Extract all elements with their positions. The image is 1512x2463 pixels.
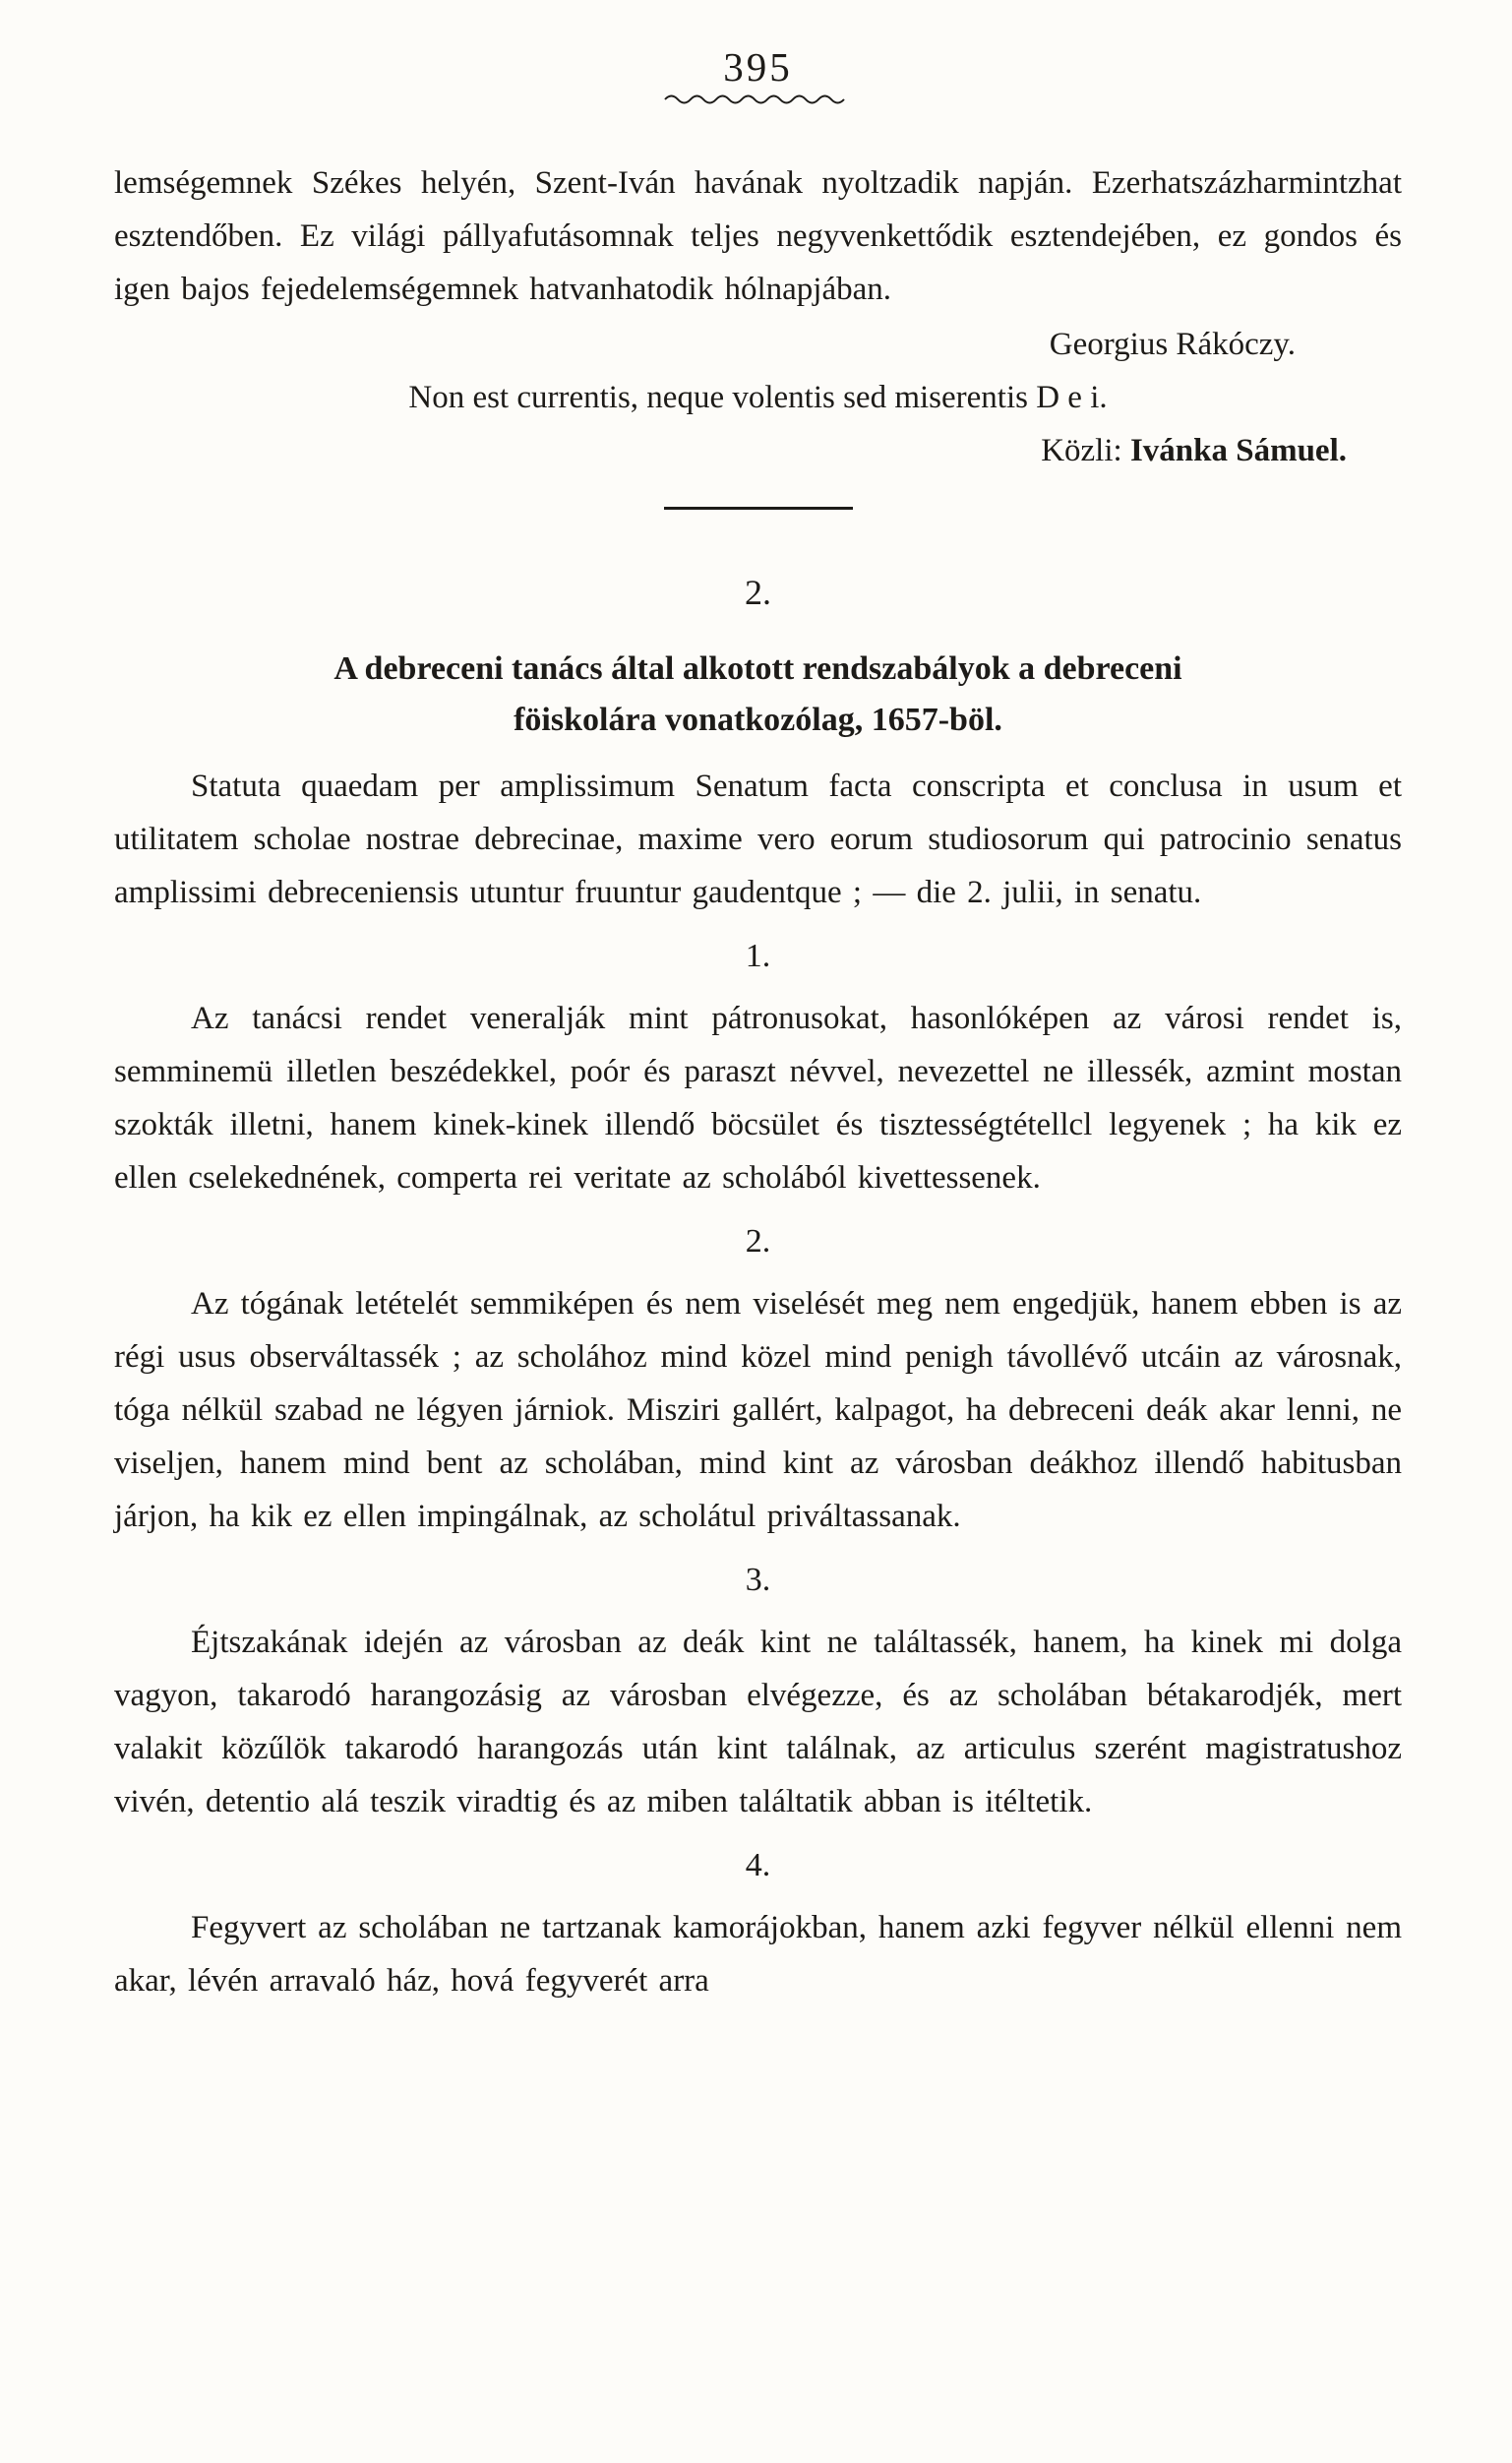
- page-number: 395: [723, 44, 793, 90]
- article-4-number: 4.: [745, 1847, 771, 1884]
- article-3-number: 3.: [745, 1562, 771, 1599]
- motto-line: Non est currentis, neque volentis sed miserentis D e i.: [408, 380, 1108, 416]
- section-number: 2.: [745, 573, 771, 613]
- article-2-number: 2.: [745, 1223, 771, 1261]
- article-1-paragraph: Az tanácsi rendet veneralják mint pátronusokat, hasonlóképen az városi rendet is, semminemü illetlen beszédekkel, poór és paraszt névvel, nevezettel ne illessék, azmint mostan szokták illetni, hanem kinek-kinek illendő böcsület és tisztességtétellcl legyenek ; ha kik ez ellen cselekednének, comperta rei veritate az scholából kivettessenek.: [114, 1001, 1402, 1197]
- closing-paragraph: lemségemnek Székes helyén, Szent-Iván havának nyoltzadik napján. Ezerhatszázharmintzhat esztendőben. Ez világi pállyafutásomnak teljes negyvenkettődik esztendejében, ez gondos és igen bajos fejedelemségemnek hatvanhatodik hólnapjában.: [114, 165, 1402, 308]
- page-header: [114, 45, 1402, 107]
- article-4-paragraph: Fegyvert az scholában ne tartzanak kamorájokban, hanem azki fegyver nélkül ellenni nem akar, lévén arravaló ház, hová fegyverét arra: [114, 1910, 1402, 2000]
- signature-line: Georgius Rákóczy.: [1049, 327, 1296, 363]
- contributor-name: Ivánka Sámuel.: [1129, 433, 1347, 469]
- section-divider: [664, 507, 853, 510]
- preamble-paragraph: Statuta quaedam per amplissimum Senatum facta conscripta et conclusa in usum et utilitatem scholae nostrae debrecinae, maxime vero eorum studiosorum qui patrocinio senatus amplissimi debreceniensis utuntur fruuntur gaudentque ; — die 2. julii, in senatu.: [114, 769, 1402, 911]
- contributor-label: Közli:: [1041, 433, 1122, 469]
- article-3-paragraph: Éjtszakának idején az városban az deák kint ne találtassék, hanem, ha kinek mi dolga vagyon, takarodó harangozásig az városban elvégezze, és az scholában bétakarodjék, mert valakit közűlök takarodó harangozás után kint találnak, az articulus szerént magistratushoz vivén, detentio alá teszik viradtig és az miben találtatik abban is itéltetik.: [114, 1625, 1402, 1820]
- section-title-line-2: föiskolára vonatkozólag, 1657-böl.: [514, 702, 1002, 739]
- section-title: [114, 644, 1402, 746]
- article-2-paragraph: Az tógának letételét semmiképen és nem viselését meg nem engedjük, hanem ebben is az régi usus observáltassék ; az scholához mind közel mind penigh távollévő utcáin az városnak, tóga nélkül szabad ne légyen járniok. Misziri gallért, kalpagot, ha debreceni deák akar lenni, ne viseljen, hanem mind bent az scholában, mind kint az városban deákhoz illendő habitusban járjon, ha kik ez ellen impingálnak, az scholátul priváltassanak.: [114, 1286, 1402, 1535]
- section-title-line-1: A debreceni tanács által alkotott rendszabályok a debreceni: [333, 650, 1182, 688]
- article-1-number: 1.: [745, 938, 771, 975]
- contributor-line: [114, 424, 1347, 477]
- page-number-flourish-icon: [662, 92, 855, 107]
